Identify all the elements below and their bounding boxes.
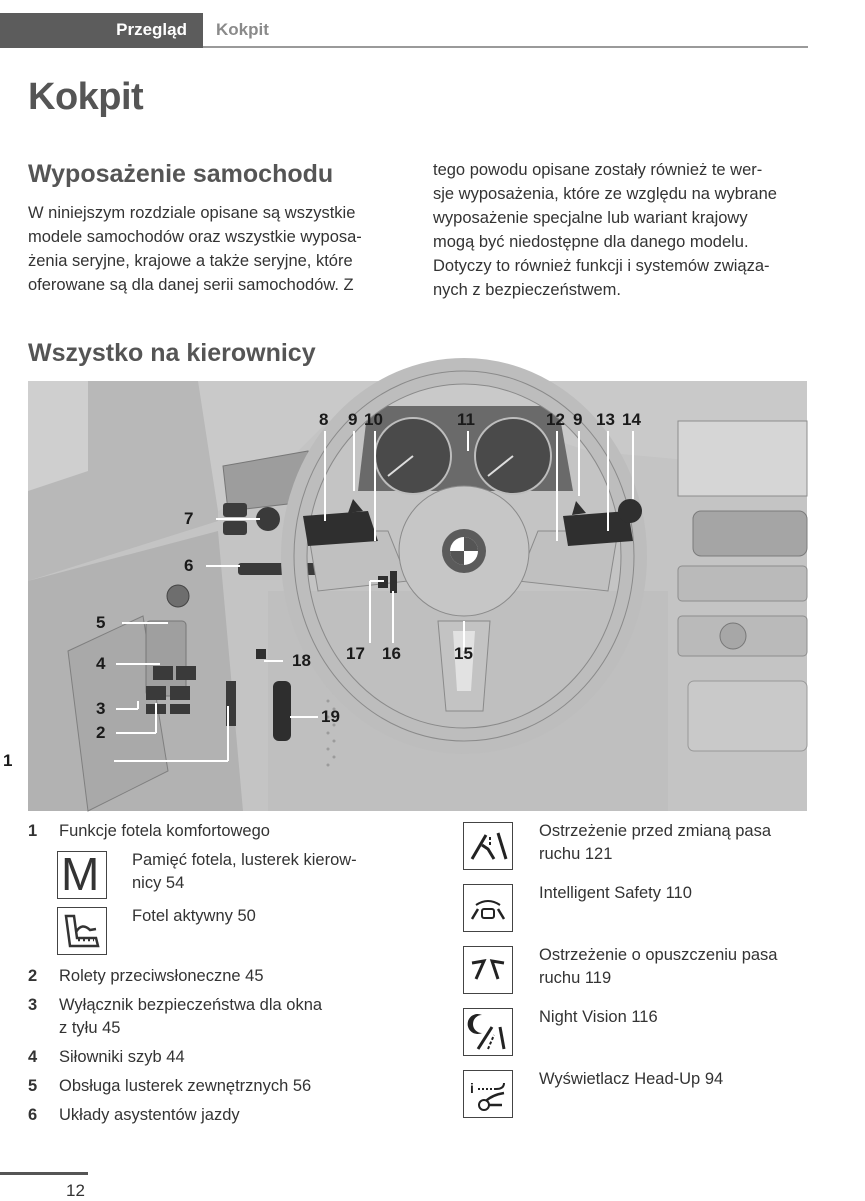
head-up-display-icon <box>463 1070 513 1118</box>
lane-departure-warning-icon <box>463 946 513 994</box>
lane-change-warning-icon <box>463 822 513 870</box>
text-line: mogą być niedostępne dla danego modelu. <box>433 233 749 251</box>
callout-4: 4 <box>96 654 106 673</box>
legend-item-5 <box>28 1075 428 1098</box>
callout-7: 7 <box>184 509 194 528</box>
legend-left <box>28 820 428 1127</box>
text-line: Ostrzeżenie przed zmianą pasa <box>539 822 772 840</box>
legend-item-lane-change-warning <box>463 820 823 882</box>
legend-item-1 <box>28 820 428 843</box>
legend-number: 1 <box>28 822 38 840</box>
callout-8: 8 <box>319 410 329 429</box>
legend-text: Rolety przeciwsłoneczne 45 <box>59 967 264 985</box>
legend-item-head-up-display <box>463 1068 823 1130</box>
legend-item-4 <box>28 1046 428 1069</box>
active-seat-icon <box>57 907 107 955</box>
callout-9-left: 9 <box>348 410 358 429</box>
callout-19: 19 <box>321 707 340 726</box>
callout-14: 14 <box>622 410 641 429</box>
text-line: nicy 54 <box>132 874 185 892</box>
callout-1: 1 <box>3 751 13 770</box>
text-line: wyposażenie specjalne lub wariant krajowy <box>433 209 748 227</box>
callout-5: 5 <box>96 613 106 632</box>
callout-12: 12 <box>546 410 565 429</box>
intro-column-left <box>28 201 413 297</box>
section-tab-label: Przegląd <box>116 20 187 39</box>
callout-15: 15 <box>454 644 473 663</box>
legend-number: 5 <box>28 1077 38 1095</box>
legend-text: Wyświetlacz Head-Up 94 <box>539 1070 724 1088</box>
legend-text: Obsługa lusterek zewnętrznych 56 <box>59 1077 312 1095</box>
legend-text: Night Vision 116 <box>539 1008 658 1026</box>
text-line: Dotyczy to również funkcji i systemów związa- <box>433 257 770 275</box>
page-number: 12 <box>66 1181 85 1200</box>
page-title: Kokpit <box>28 76 144 118</box>
callout-6: 6 <box>184 556 194 575</box>
legend-text: Funkcje fotela komfortowego <box>59 822 270 840</box>
legend-text: z tyłu 45 <box>59 1019 121 1037</box>
intelligent-safety-icon <box>463 884 513 932</box>
legend-item-intelligent-safety <box>463 882 823 944</box>
callout-13: 13 <box>596 410 615 429</box>
memory-m-icon <box>57 848 107 900</box>
legend-number: 2 <box>28 967 38 985</box>
legend-item-lane-departure-warning <box>463 944 823 1006</box>
cockpit-drawing <box>28 381 807 811</box>
text-line: Pamięć fotela, lusterek kierow- <box>132 851 357 869</box>
legend-item-3 <box>28 994 428 1040</box>
text-line: ruchu 121 <box>539 845 613 863</box>
callout-11: 11 <box>457 410 475 429</box>
cockpit-illustration <box>3 381 807 811</box>
text-line: żenia seryjne, krajowe a także seryjne, które <box>28 252 353 270</box>
header-divider <box>203 46 808 48</box>
text-line: sje wyposażenia, które ze względu na wybrane <box>433 185 777 203</box>
section-heading-steering: Wszystko na kierownicy <box>28 339 316 367</box>
legend-text: Układy asystentów jazdy <box>59 1106 240 1124</box>
legend-text <box>539 820 829 866</box>
legend-subitem-memory <box>57 849 428 905</box>
callout-18: 18 <box>292 651 311 670</box>
legend-item-6 <box>28 1104 428 1127</box>
night-vision-icon <box>463 1008 513 1056</box>
section-tab <box>0 13 203 48</box>
text-line: Ostrzeżenie o opuszczeniu pasa <box>539 946 778 964</box>
legend-number: 4 <box>28 1048 38 1066</box>
callout-16: 16 <box>382 644 401 663</box>
callout-2: 2 <box>96 723 106 742</box>
legend-subitem-text: Fotel aktywny 50 <box>132 907 256 925</box>
footer-divider <box>0 1172 88 1175</box>
breadcrumb: Kokpit <box>216 20 269 39</box>
text-line: W niniejszym rozdziale opisane są wszystkie <box>28 204 356 222</box>
callout-3: 3 <box>96 699 106 718</box>
callout-10: 10 <box>364 410 383 429</box>
legend-text: Siłowniki szyb 44 <box>59 1048 185 1066</box>
text-line: oferowane są dla danej serii samochodów. Z <box>28 276 354 294</box>
text-line: nych z bezpieczeństwem. <box>433 281 622 299</box>
memory-m-glyph: M <box>61 848 100 900</box>
legend-item-2 <box>28 965 428 988</box>
legend-text <box>539 944 829 990</box>
legend-subitem-text <box>132 849 392 895</box>
legend-text: Intelligent Safety 110 <box>539 884 692 902</box>
legend-number: 6 <box>28 1106 38 1124</box>
legend-subitem-active-seat <box>57 905 428 965</box>
legend-right <box>463 820 823 1130</box>
legend-item-night-vision <box>463 1006 823 1068</box>
callout-9-right: 9 <box>573 410 583 429</box>
svg-text:i: i <box>470 1080 474 1096</box>
legend-text: Wyłącznik bezpieczeństwa dla okna <box>59 996 323 1014</box>
text-line: tego powodu opisane zostały również te wer- <box>433 161 763 179</box>
text-line: modele samochodów oraz wszystkie wyposa- <box>28 228 362 246</box>
legend-number: 3 <box>28 996 38 1014</box>
section-heading-equipment: Wyposażenie samochodu <box>28 160 334 188</box>
intro-column-right <box>433 158 818 302</box>
text-line: ruchu 119 <box>539 969 612 987</box>
callout-17: 17 <box>346 644 365 663</box>
